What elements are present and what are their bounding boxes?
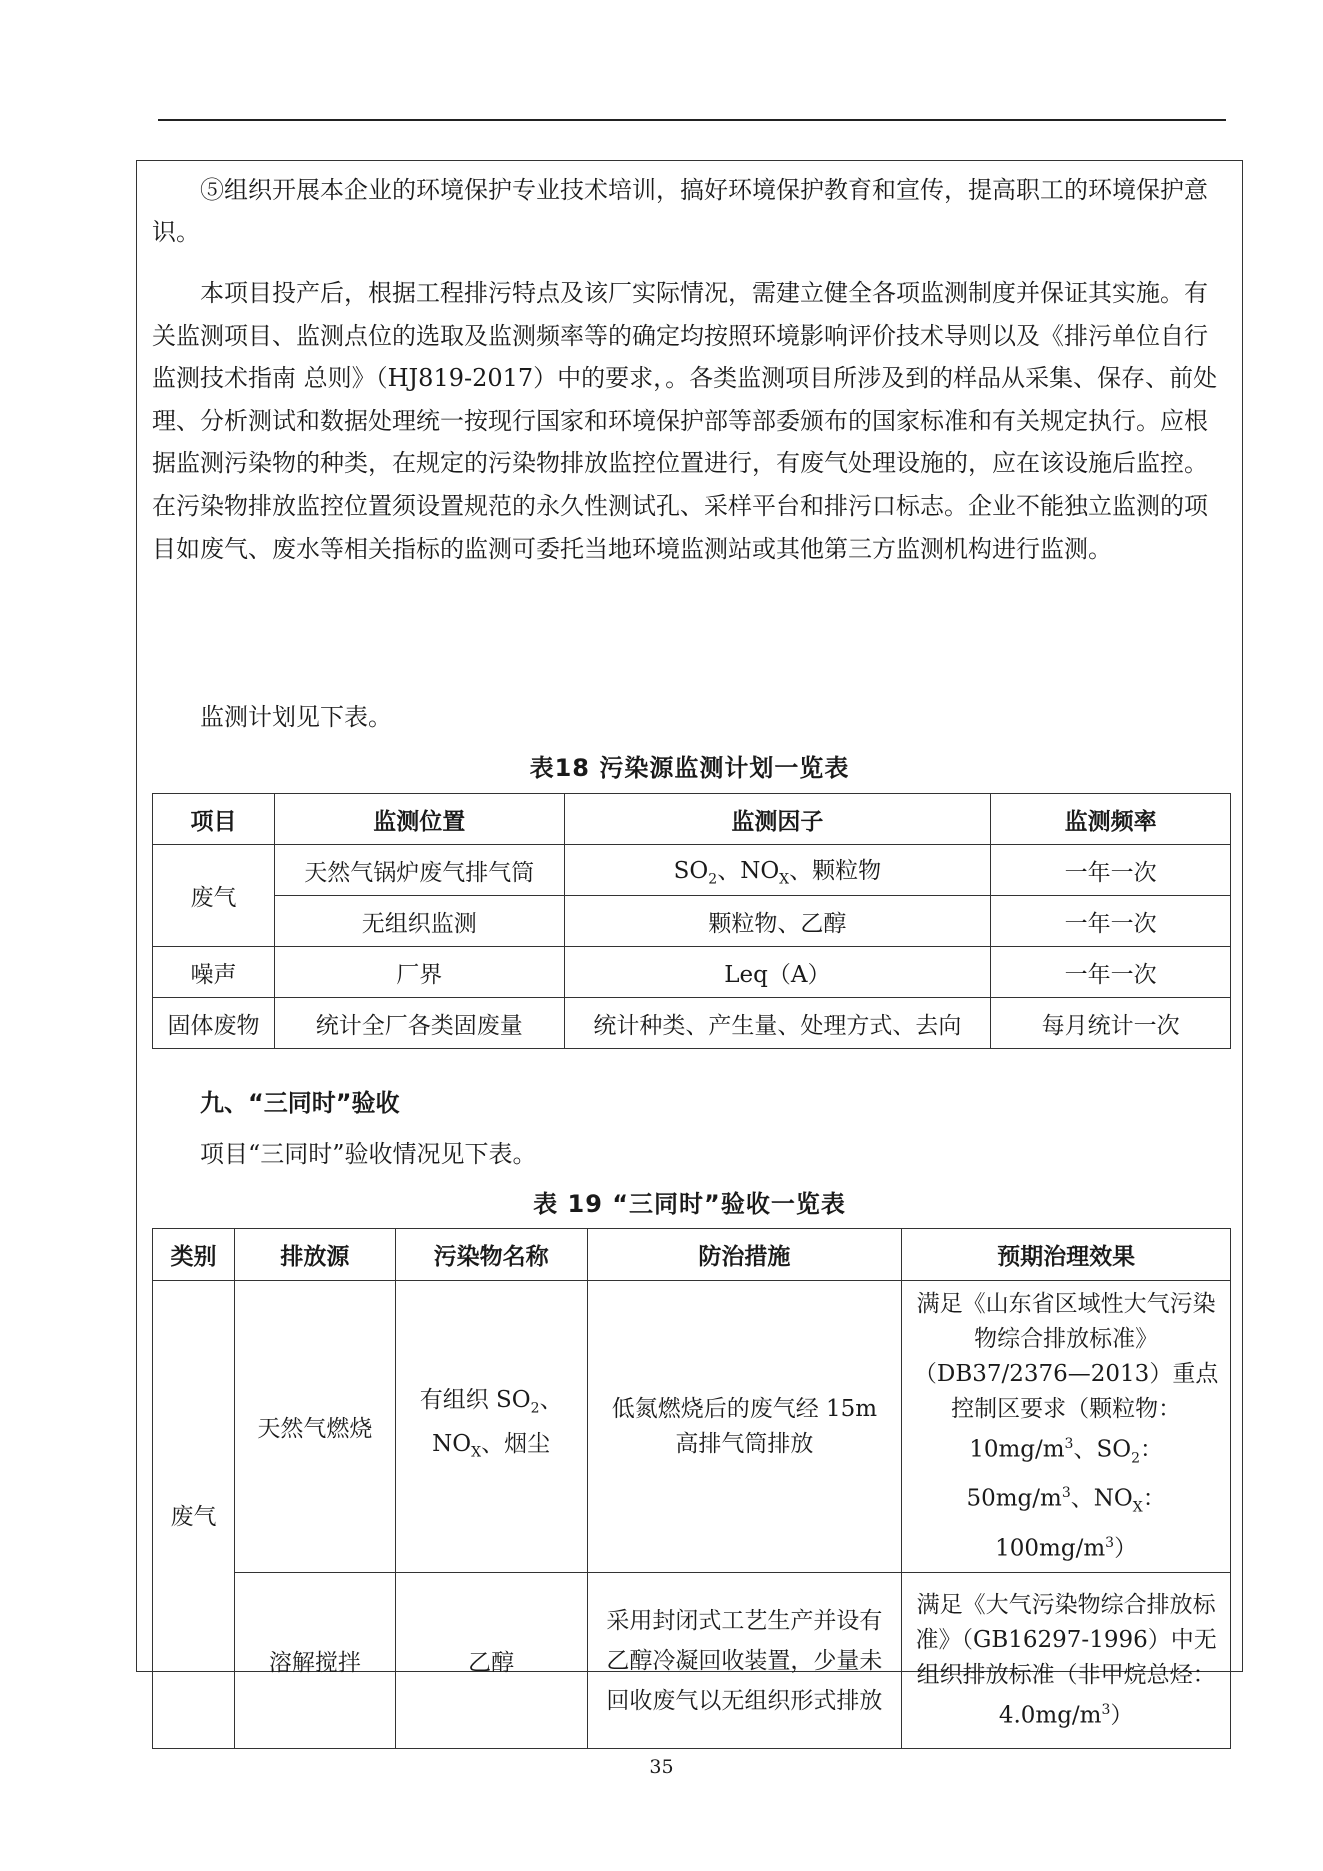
header-frequency: 监测频率 [991,794,1231,845]
table-row [153,845,1231,896]
table18-caption: 表18 污染源监测计划一览表 [529,754,850,782]
paragraph-monitoring: 本项目投产后，根据工程排污特点及该厂实际情况，需建立健全各项监测制度并保证其实施。有关监测项目、监测点位的选取及监测频率等的确定均按照环境影响评价技术导则以及《排污单位自行监测技术指南 总则》（HJ819-2017）中的要求，。各类监测项目所涉及到的样品从采集、保存、前处理、分析测试和数据处理统一按现行国家和环境保护部等部委颁布的国家标准和有关规定执行。应根据监测污染物的种类，在规定的污染物排放监控位置进行，有废气处理设施的，应在该设施后监控。在污染物排放监控位置须设置规范的永久性测试孔、采样平台和排污口标志。企业不能独立监测的项目如废气、废水等相关指标的监测可委托当地环境监测站或其他第三方监测机构进行监测。 [152,279,1218,563]
cell-factor: 颗粒物、乙醇 [564,896,991,947]
table-row [153,998,1231,1049]
acceptance-table [152,1228,1231,1749]
table-row [153,1573,1231,1749]
cell-factor: $SO_2$、$NO_X$、颗粒物 [564,845,991,896]
table-header-row [153,1229,1231,1281]
cell-frequency: 一年一次 [991,845,1231,896]
cell-frequency: 一年一次 [991,947,1231,998]
table-row [153,896,1231,947]
header-measure: 防治措施 [587,1229,902,1281]
cell-location: 天然气锅炉废气排气筒 [274,845,564,896]
cell-item: 噪声 [153,947,275,998]
header-source: 排放源 [234,1229,395,1281]
plan-note: 监测计划见下表。 [200,703,392,731]
header-effect: 预期治理效果 [902,1229,1231,1281]
header-rule [158,119,1226,121]
cell-source: 天然气燃烧 [234,1281,395,1573]
table19-caption: 表 19 “三同时”验收一览表 [533,1190,846,1218]
cell-pollutant: 有组织 $SO_2$、 $NO_X$、烟尘 [395,1281,587,1573]
cell-location: 统计全厂各类固废量 [274,998,564,1049]
cell-source: 溶解搅拌 [234,1573,395,1749]
header-location: 监测位置 [274,794,564,845]
page-number: 35 [649,1756,674,1778]
header-factor: 监测因子 [564,794,991,845]
paragraph-item5: ⑤组织开展本企业的环境保护专业技术培训，搞好环境保护教育和宣传，提高职工的环境保护意识。 [152,176,1208,246]
cell-factor: Leq（A） [564,947,991,998]
cell-location: 厂界 [274,947,564,998]
cell-measure: 采用封闭式工艺生产并设有乙醇冷凝回收装置，少量未回收废气以无组织形式排放 [587,1573,902,1749]
cell-category: 废气 [153,1281,235,1749]
header-pollutant: 污染物名称 [395,1229,587,1281]
cell-item: 固体废物 [153,998,275,1049]
header-item: 项目 [153,794,275,845]
cell-factor: 统计种类、产生量、处理方式、去向 [564,998,991,1049]
table-row [153,947,1231,998]
table-row [153,1281,1231,1573]
section9-title: 九、“三同时”验收 [200,1089,400,1117]
cell-effect: 满足《山东省区域性大气污染物综合排放标准》（DB37/2376—2013）重点控制区要求（颗粒物：$10mg/m^3$、$SO_2$：$50mg/m^3$、$NO_X$：$100mg/m^3$） [902,1281,1231,1573]
header-category: 类别 [153,1229,235,1281]
section9-note: 项目“三同时”验收情况见下表。 [200,1140,537,1168]
cell-effect: 满足《大气污染物综合排放标准》（GB16297-1996）中无组织排放标准（非甲烷总烃：$4.0mg/m^3$） [902,1573,1231,1749]
table-header-row [153,794,1231,845]
cell-measure: 低氮燃烧后的废气经 15m 高排气筒排放 [587,1281,902,1573]
cell-item: 废气 [153,845,275,947]
cell-pollutant: 乙醇 [395,1573,587,1749]
cell-location: 无组织监测 [274,896,564,947]
cell-frequency: 每月统计一次 [991,998,1231,1049]
cell-frequency: 一年一次 [991,896,1231,947]
monitoring-plan-table [152,793,1231,1049]
